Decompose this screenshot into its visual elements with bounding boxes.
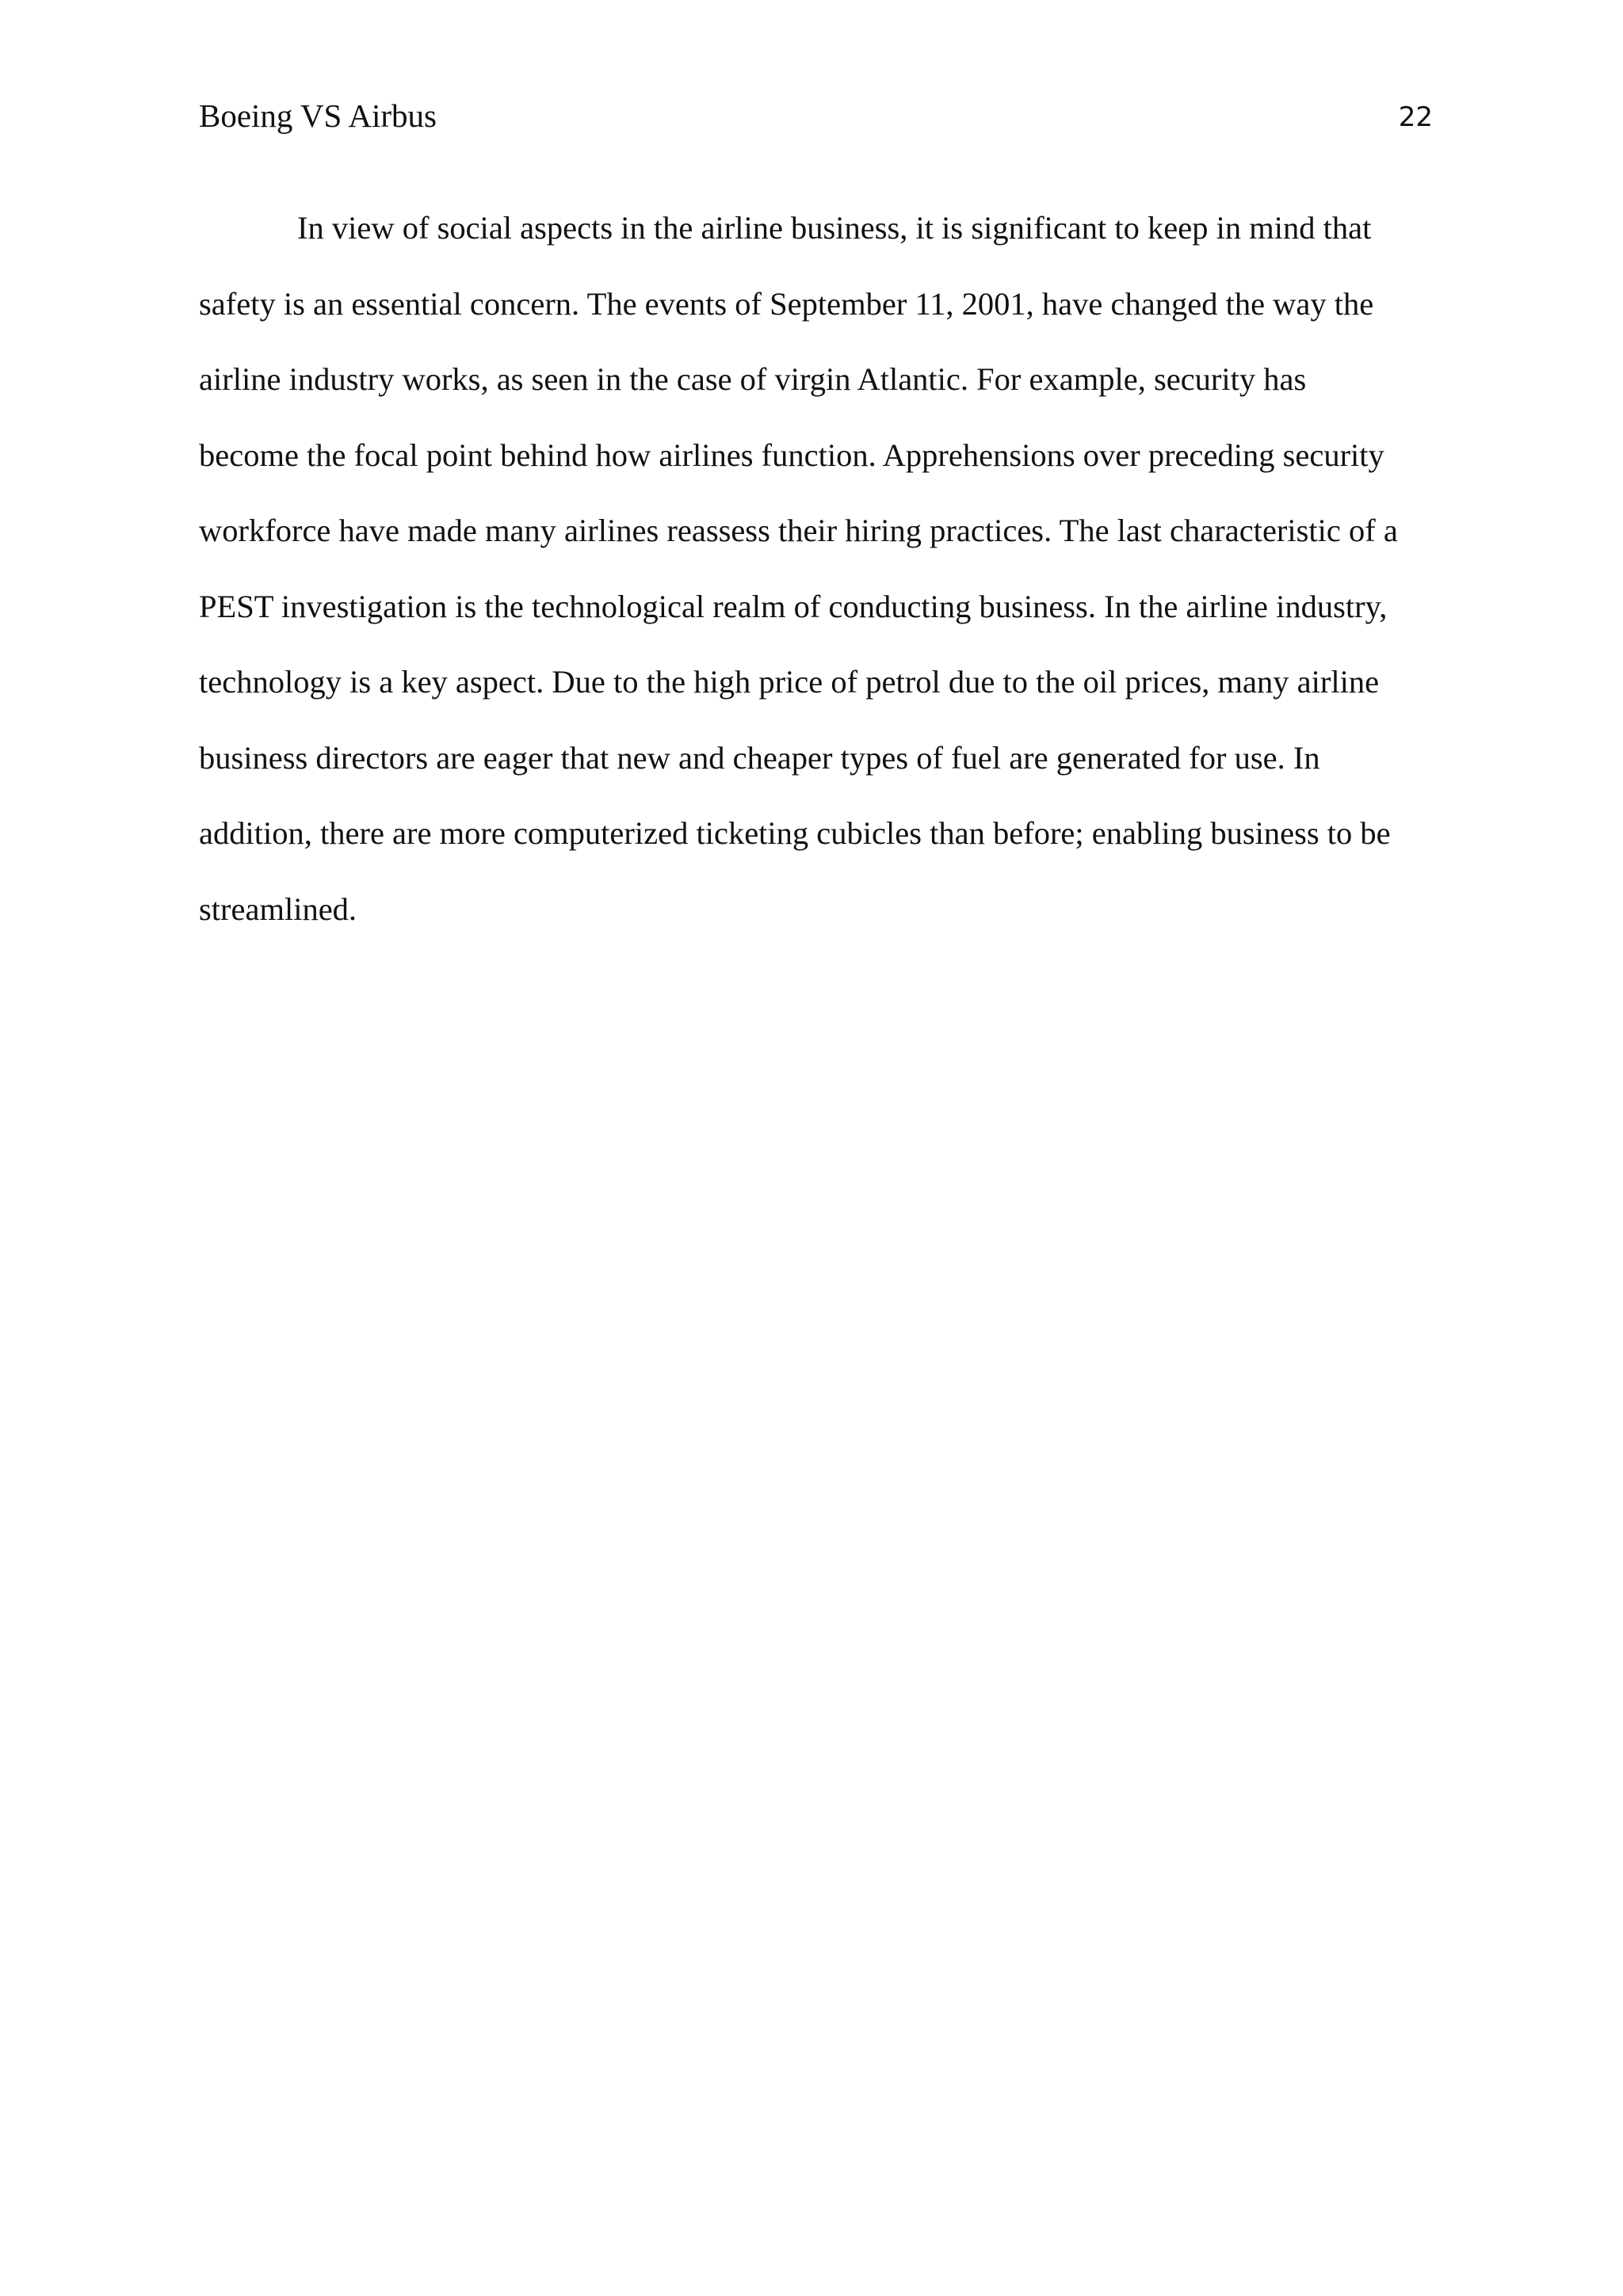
paragraph-line: business directors are eager that new and cheaper types of fuel are generated for use. In: [199, 739, 1320, 776]
paragraph-line: airline industry works, as seen in the case of virgin Atlantic. For example, security has: [199, 361, 1307, 397]
paragraph-line: technology is a key aspect. Due to the high price of petrol due to the oil prices, many airline: [199, 664, 1380, 700]
paragraph-line: workforce have made many airlines reassess their hiring practices. The last characteristic of a: [199, 513, 1398, 548]
paragraph-line: addition, there are more computerized ticketing cubicles than before; enabling business to be: [199, 815, 1391, 851]
running-head: Boeing VS Airbus: [199, 97, 437, 134]
paragraph-line: In view of social aspects in the airline business, it is significant to keep in mind that: [297, 210, 1372, 246]
paragraph-line: streamlined.: [199, 891, 357, 927]
page-number: 22: [1398, 101, 1433, 133]
paragraph-line: safety is an essential concern. The events of September 11, 2001, have changed the way the: [199, 285, 1374, 322]
paragraph-line: PEST investigation is the technological realm of conducting business. In the airline industry,: [199, 588, 1388, 624]
body-paragraph: [199, 204, 1443, 961]
paragraph-line: become the focal point behind how airlines function. Apprehensions over preceding security: [199, 437, 1384, 473]
